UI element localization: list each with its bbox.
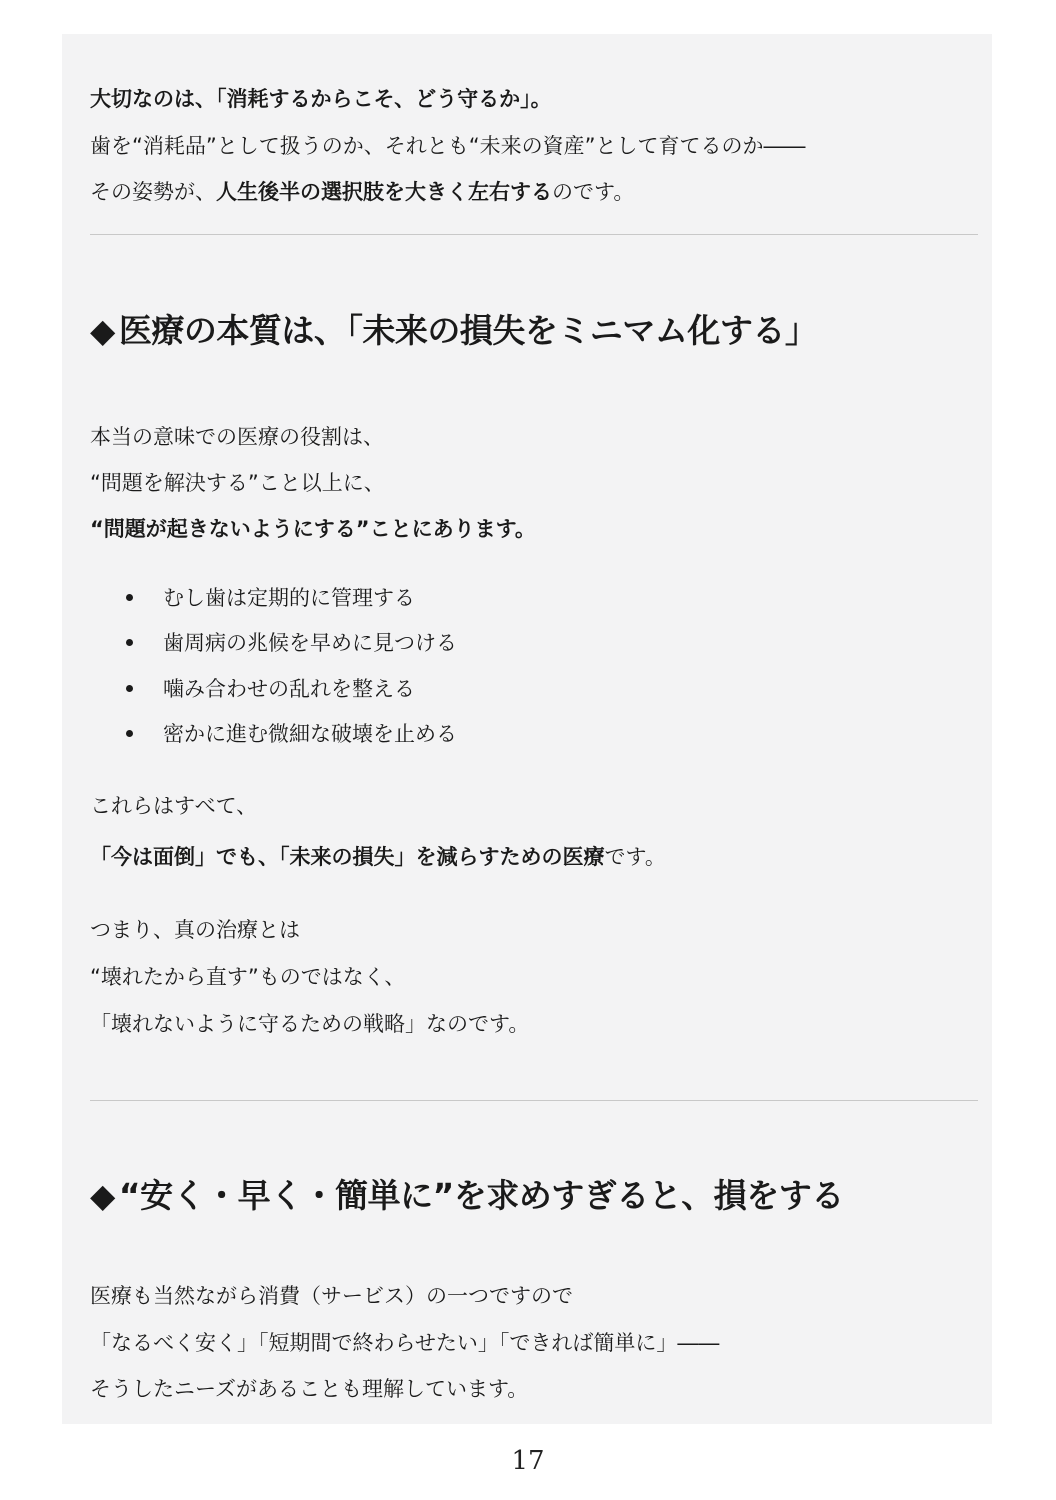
section-1-p2-emphasis: 「今は面倒」でも、「未来の損失」を減らすための医療 (90, 845, 605, 869)
section-1-heading-text: 医療の本質は、「未来の損失をミニマム化する」 (118, 311, 818, 350)
bullet-text: 密かに進む微細な破壊を止める (163, 722, 457, 746)
section-1-p2-line-2 (90, 842, 666, 872)
bullet-icon (126, 594, 133, 601)
bullet-icon (126, 685, 133, 692)
bullet-item (126, 583, 415, 613)
bullet-item (126, 628, 457, 658)
section-1-p1-line-3: “問題が起きないようにする”ことにあります。 (90, 517, 536, 541)
page-number: 17 (511, 1446, 545, 1476)
section-2-line-2: 「なるべく安く」「短期間で終わらせたい」「できれば簡単に」―― (90, 1331, 720, 1355)
bullet-icon (126, 730, 133, 737)
section-1-heading (90, 309, 817, 353)
bullet-item (126, 719, 457, 749)
page-sheet (62, 34, 992, 1424)
section-2-line-3: そうしたニーズがあることも理解しています。 (90, 1377, 529, 1401)
diamond-icon: ◆ (90, 1176, 115, 1215)
section-divider (90, 1100, 978, 1101)
intro-line-1: 大切なのは、「消耗するからこそ、どう守るか」。 (90, 87, 552, 111)
section-divider (90, 234, 978, 235)
intro-line-2: 歯を“消耗品”として扱うのか、それとも“未来の資産”として育てるのか―― (90, 134, 806, 158)
section-2-heading-text: “安く・早く・簡単に”を求めすぎると、損をする (118, 1176, 844, 1215)
section-1-p2-line-1: これらはすべて、 (90, 794, 258, 818)
section-2-line-1: 医療も当然ながら消費（サービス）の一つですので (90, 1284, 573, 1308)
bullet-text: むし歯は定期的に管理する (163, 586, 415, 610)
bullet-text: 噛み合わせの乱れを整える (163, 677, 415, 701)
intro-line-3-post: のです。 (552, 180, 635, 204)
bullet-item (126, 674, 415, 704)
intro-line-3-emphasis: 人生後半の選択肢を大きく左右する (216, 180, 552, 204)
section-1-p2-post: です。 (604, 845, 666, 869)
section-2-heading (90, 1174, 844, 1218)
intro-line-3 (90, 177, 634, 207)
section-1-p1-line-2: “問題を解決する”こと以上に、 (90, 471, 385, 495)
section-1-p1-line-1: 本当の意味での医療の役割は、 (90, 425, 384, 449)
section-1-p3-line-1: つまり、真の治療とは (90, 918, 300, 942)
bullet-icon (126, 639, 133, 646)
section-1-p3-line-2: “壊れたから直す”ものではなく、 (90, 965, 406, 989)
diamond-icon: ◆ (90, 311, 115, 350)
bullet-text: 歯周病の兆候を早めに見つける (163, 631, 457, 655)
intro-line-3-pre: その姿勢が、 (90, 180, 216, 204)
section-1-p3-line-3: 「壊れないように守るための戦略」なのです。 (90, 1012, 530, 1036)
